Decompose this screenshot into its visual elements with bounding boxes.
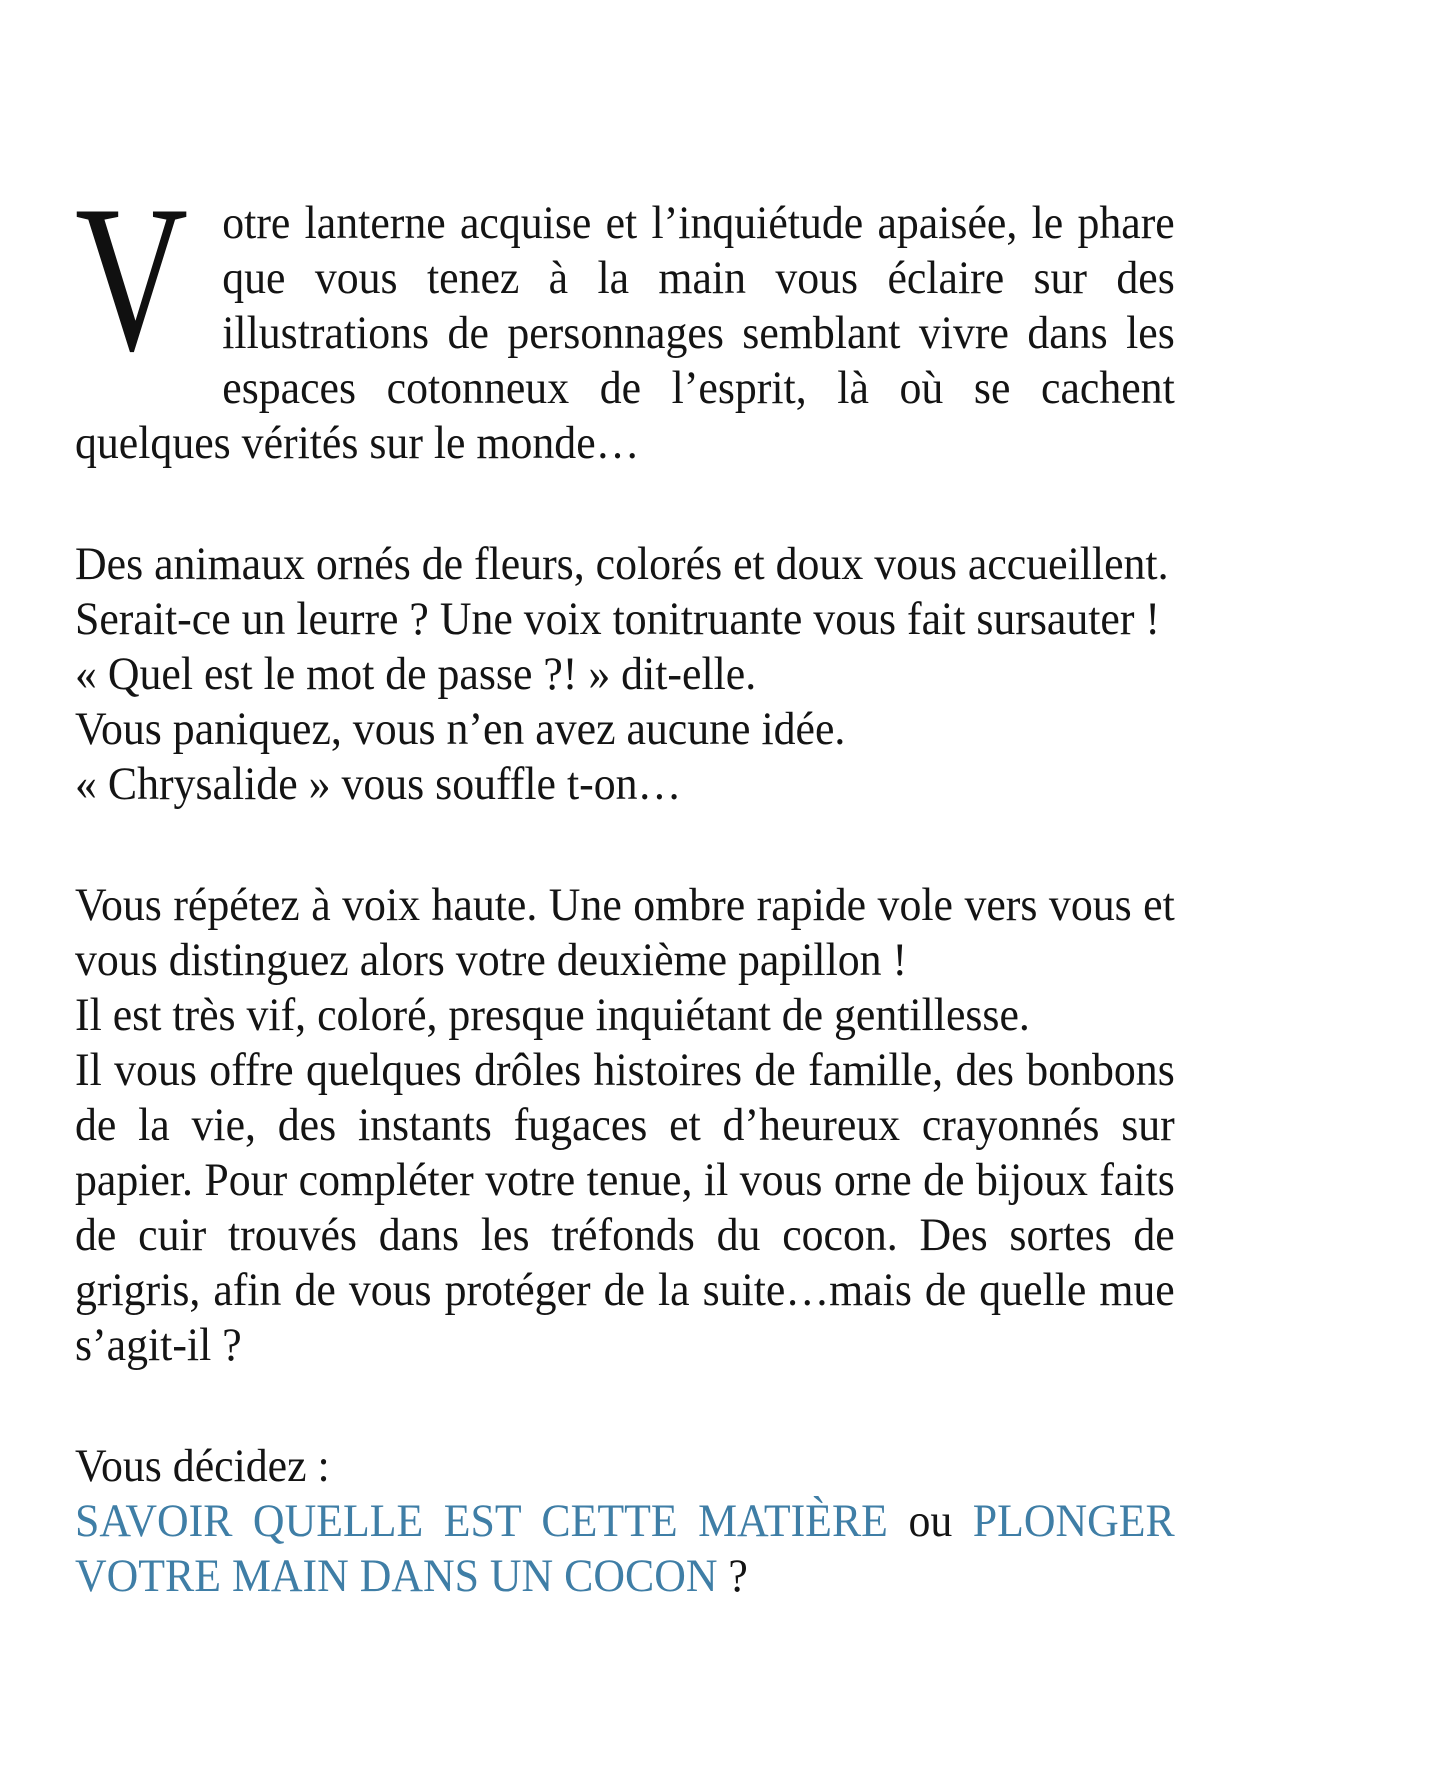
paragraph-intro [75, 163, 1175, 471]
paragraph-intro-text: otre lanterne acquise et l’inquiétude apaisée, le phare que vous tenez à la main vous éclaire sur des illustrations de personnages semblant vivre dans les espaces cotonneux de l’esprit, là où se cachent quelques vérités sur le monde… [75, 197, 1175, 469]
story-line: Vous paniquez, vous n’en avez aucune idée. [75, 703, 846, 755]
decision-block [75, 1439, 1175, 1604]
choice-connector: ou [908, 1495, 953, 1547]
dropcap-container [75, 163, 222, 395]
story-line: Des animaux ornés de fleurs, colorés et doux vous accueillent. [75, 538, 1169, 590]
dropcap-letter-v: V [75, 163, 189, 395]
story-segment: Il est très vif, coloré, presque inquiétant de gentillesse. [75, 989, 1030, 1041]
story-text-column [75, 163, 1175, 1604]
story-segment: Vous répétez à voix haute. Une ombre rapide vole vers vous et vous distinguez alors votre deuxième papillon ! [75, 879, 1175, 986]
decision-question-mark: ? [728, 1550, 748, 1602]
story-segment: Il vous offre quelques drôles histoires de famille, des bonbons de la vie, des instants fugaces et d’heureux crayonnés sur papier. Pour compléter votre tenue, il vous orne de bijoux faits de cuir trouvés dans les tréfonds du cocon. Des sortes de grigris, afin de vous protéger de la suite…mais de quelle mue s’agit-il ? [75, 1044, 1175, 1371]
story-line: « Quel est le mot de passe ?! » dit-elle. [75, 648, 757, 700]
paragraph-butterfly-scene [75, 878, 1175, 1373]
choice-link-know-material[interactable]: SAVOIR QUELLE EST CETTE MATIÈRE [75, 1495, 888, 1547]
choice-link-plunge-hand[interactable]: PLONGER VOTRE MAIN DANS UN COCON [75, 1495, 1175, 1602]
paragraph-password-scene [75, 537, 1175, 812]
decision-prompt: Vous décidez : [75, 1440, 330, 1492]
story-line: « Chrysalide » vous souffle t-on… [75, 758, 682, 810]
story-line: Serait-ce un leurre ? Une voix tonitruante vous fait sursauter ! [75, 593, 1160, 645]
